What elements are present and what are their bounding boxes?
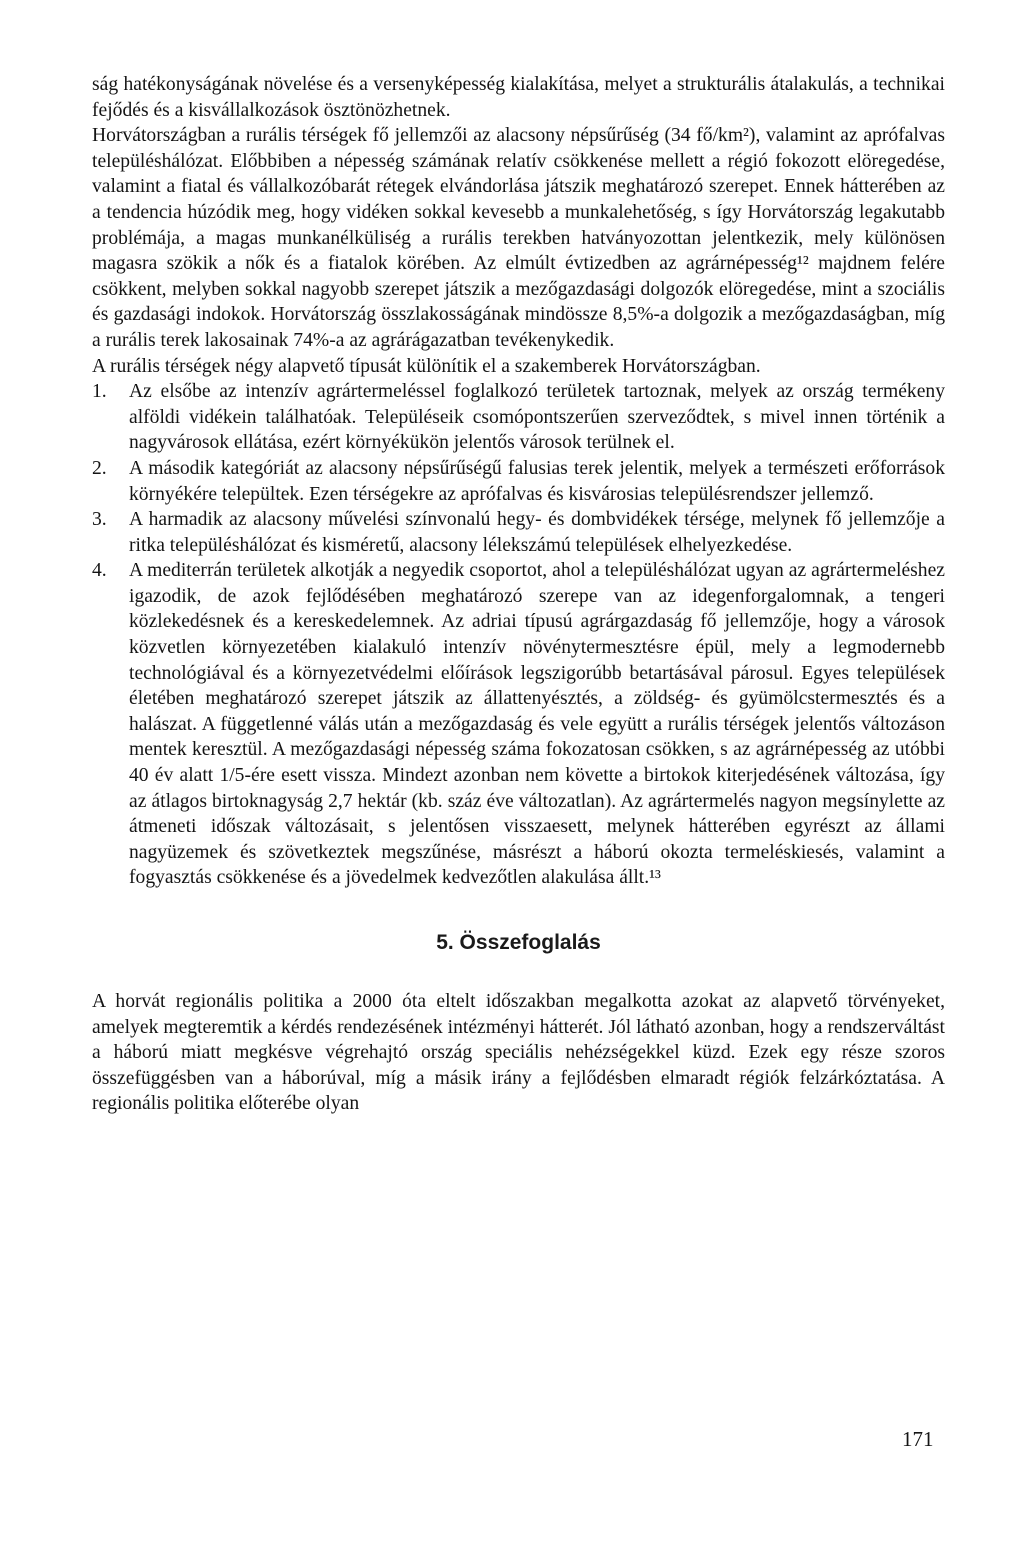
list-item [92,456,945,507]
list-text: A harmadik az alacsony művelési színvonalú hegy- és dombvidékek térsége, melynek fő jellemzője a ritka településhálózat és kisméretű, alacsony lélekszámú települések elhelyezkedése. [129,509,945,556]
page-content [92,72,945,1117]
section-title: 5. Összefoglalás [436,931,601,954]
list-item [92,558,945,891]
summary-paragraph: A horvát regionális politika a 2000 óta eltelt időszakban megalkotta azokat az alapvető törvényeket, amelyek megteremtik a kérdés rendezésének intézményi hátterét. Jól látható azonban, hogy a rendszerváltást a háború miatt megkésve végrehajtó ország speciális nehézségekkel küzd. Ezek egy része szoros összefüggésben van a háborúval, míg a másik irány a fejlődésben elmaradt régiók felzárkóztatása. A regionális politika előterébe olyan [92,991,945,1115]
intro-paragraph: ság hatékonyságának növelése és a versenyképesség kialakítása, melyet a strukturális átalakulás, a technikai fejődés és a kisvállalkozások ösztönözhetnek. [92,74,945,121]
list-number: 2. [92,457,107,479]
list-item [92,379,945,456]
list-text: A második kategóriát az alacsony népsűrűségű falusias terek jelentik, melyek a természeti erőforrások környékére települtek. Ezen térségekre az aprófalvas és kisvárosias településrendszer jellemző. [129,457,945,505]
list-item [92,507,945,558]
list-intro: A rurális térségek négy alapvető típusát különítik el a szakemberek Horvátországban. [92,355,761,377]
list-text: Az elsőbe az intenzív agrártermeléssel foglalkozó területek tartoznak, melyek az ország termékeny alföldi vidékein találhatóak. Településeik csomópontszerűen szerveződtek, s mivel innen történik a nagyvárosok ellátása, ezért környékükön jelentős városok terülnek el. [129,381,945,454]
list-text: A mediterrán területek alkotják a negyedik csoportot, ahol a településhálózat ugyan az agrártermeléshez igazodik, de azok fejlődésében meghatározó szerepe van az idegenforgalomnak, a tengeri közlekedésnek és a kereskedelemnek. Az adriai típusú agrárgazdaság fő jellemzője, hogy a városok közvetlen környezetében kialakuló intenzív növénytermesztésre épül, mely a legmodernebb technológiával és a környezetvédelmi előírások legszigorúbb betartásával párosul. Egyes települések életében meghatározó szerepet játszik az állattenyésztés, a zöldség- és gyümölcstermesztés és a halászat. A függetlenné válás után a mezőgazdaság és vele együtt a rurális térségek jelentős változáson mentek keresztül. A mezőgazdasági népesség száma fokozatosan csökken, s az agrárnépesség az utóbbi 40 év alatt 1/5-ére esett vissza. Mindezt azonban nem követte a birtokok kiterjedésének változása, így az átlagos birtoknagyság 2,7 hektár (kb. száz éve változatlan). Az agrártermelés nagyon megsínylette az átmeneti időszak változásait, s jelentősen visszaesett, melynek hátterében egyrészt az állami nagyüzemek és szövetkeztek megszűnése, másrészt a háború okozta termeléskiesés, valamint a fogyasztás csökkenése és a jövedelmek kedvezőtlen alakulása állt.¹³ [129,560,945,889]
page-number: 171 [902,1427,934,1451]
list-number: 4. [92,560,107,582]
list-number: 3. [92,509,107,531]
rural-types-list [92,379,945,891]
main-paragraph: Horvátországban a rurális térségek fő jellemzői az alacsony népsűrűség (34 fő/km²), valamint az aprófalvas településhálózat. Előbbiben a népesség számának relatív csökkenése mellett a régió fokozott elöregedése, valamint a fiatal és vállalkozóbarát rétegek elvándorlása játszik meghatározó szerepet. Ennek hátterében az a tendencia húzódik meg, hogy vidéken sokkal kevesebb a munkalehetőség, s így Horvátország legakutabb problémája, a magas munkanélküliség a rurális terekben hatványozottan jelentkezik, mely különösen magasra szökik a nők és a fiatalok körében. Az elmúlt évtizedben az agrárnépesség¹² majdnem felére csökkent, melyben sokkal nagyobb szerepet játszik a mezőgazdasági dolgozók elöregedése, mint a szociális és gazdasági indokok. Horvátország összlakosságának mindössze 8,5%-a dolgozik a mezőgazdaságban, míg a rurális terek lakosainak 74%-a az agrárágazatban tevékenykedik. [92,125,945,351]
list-number: 1. [92,381,107,403]
